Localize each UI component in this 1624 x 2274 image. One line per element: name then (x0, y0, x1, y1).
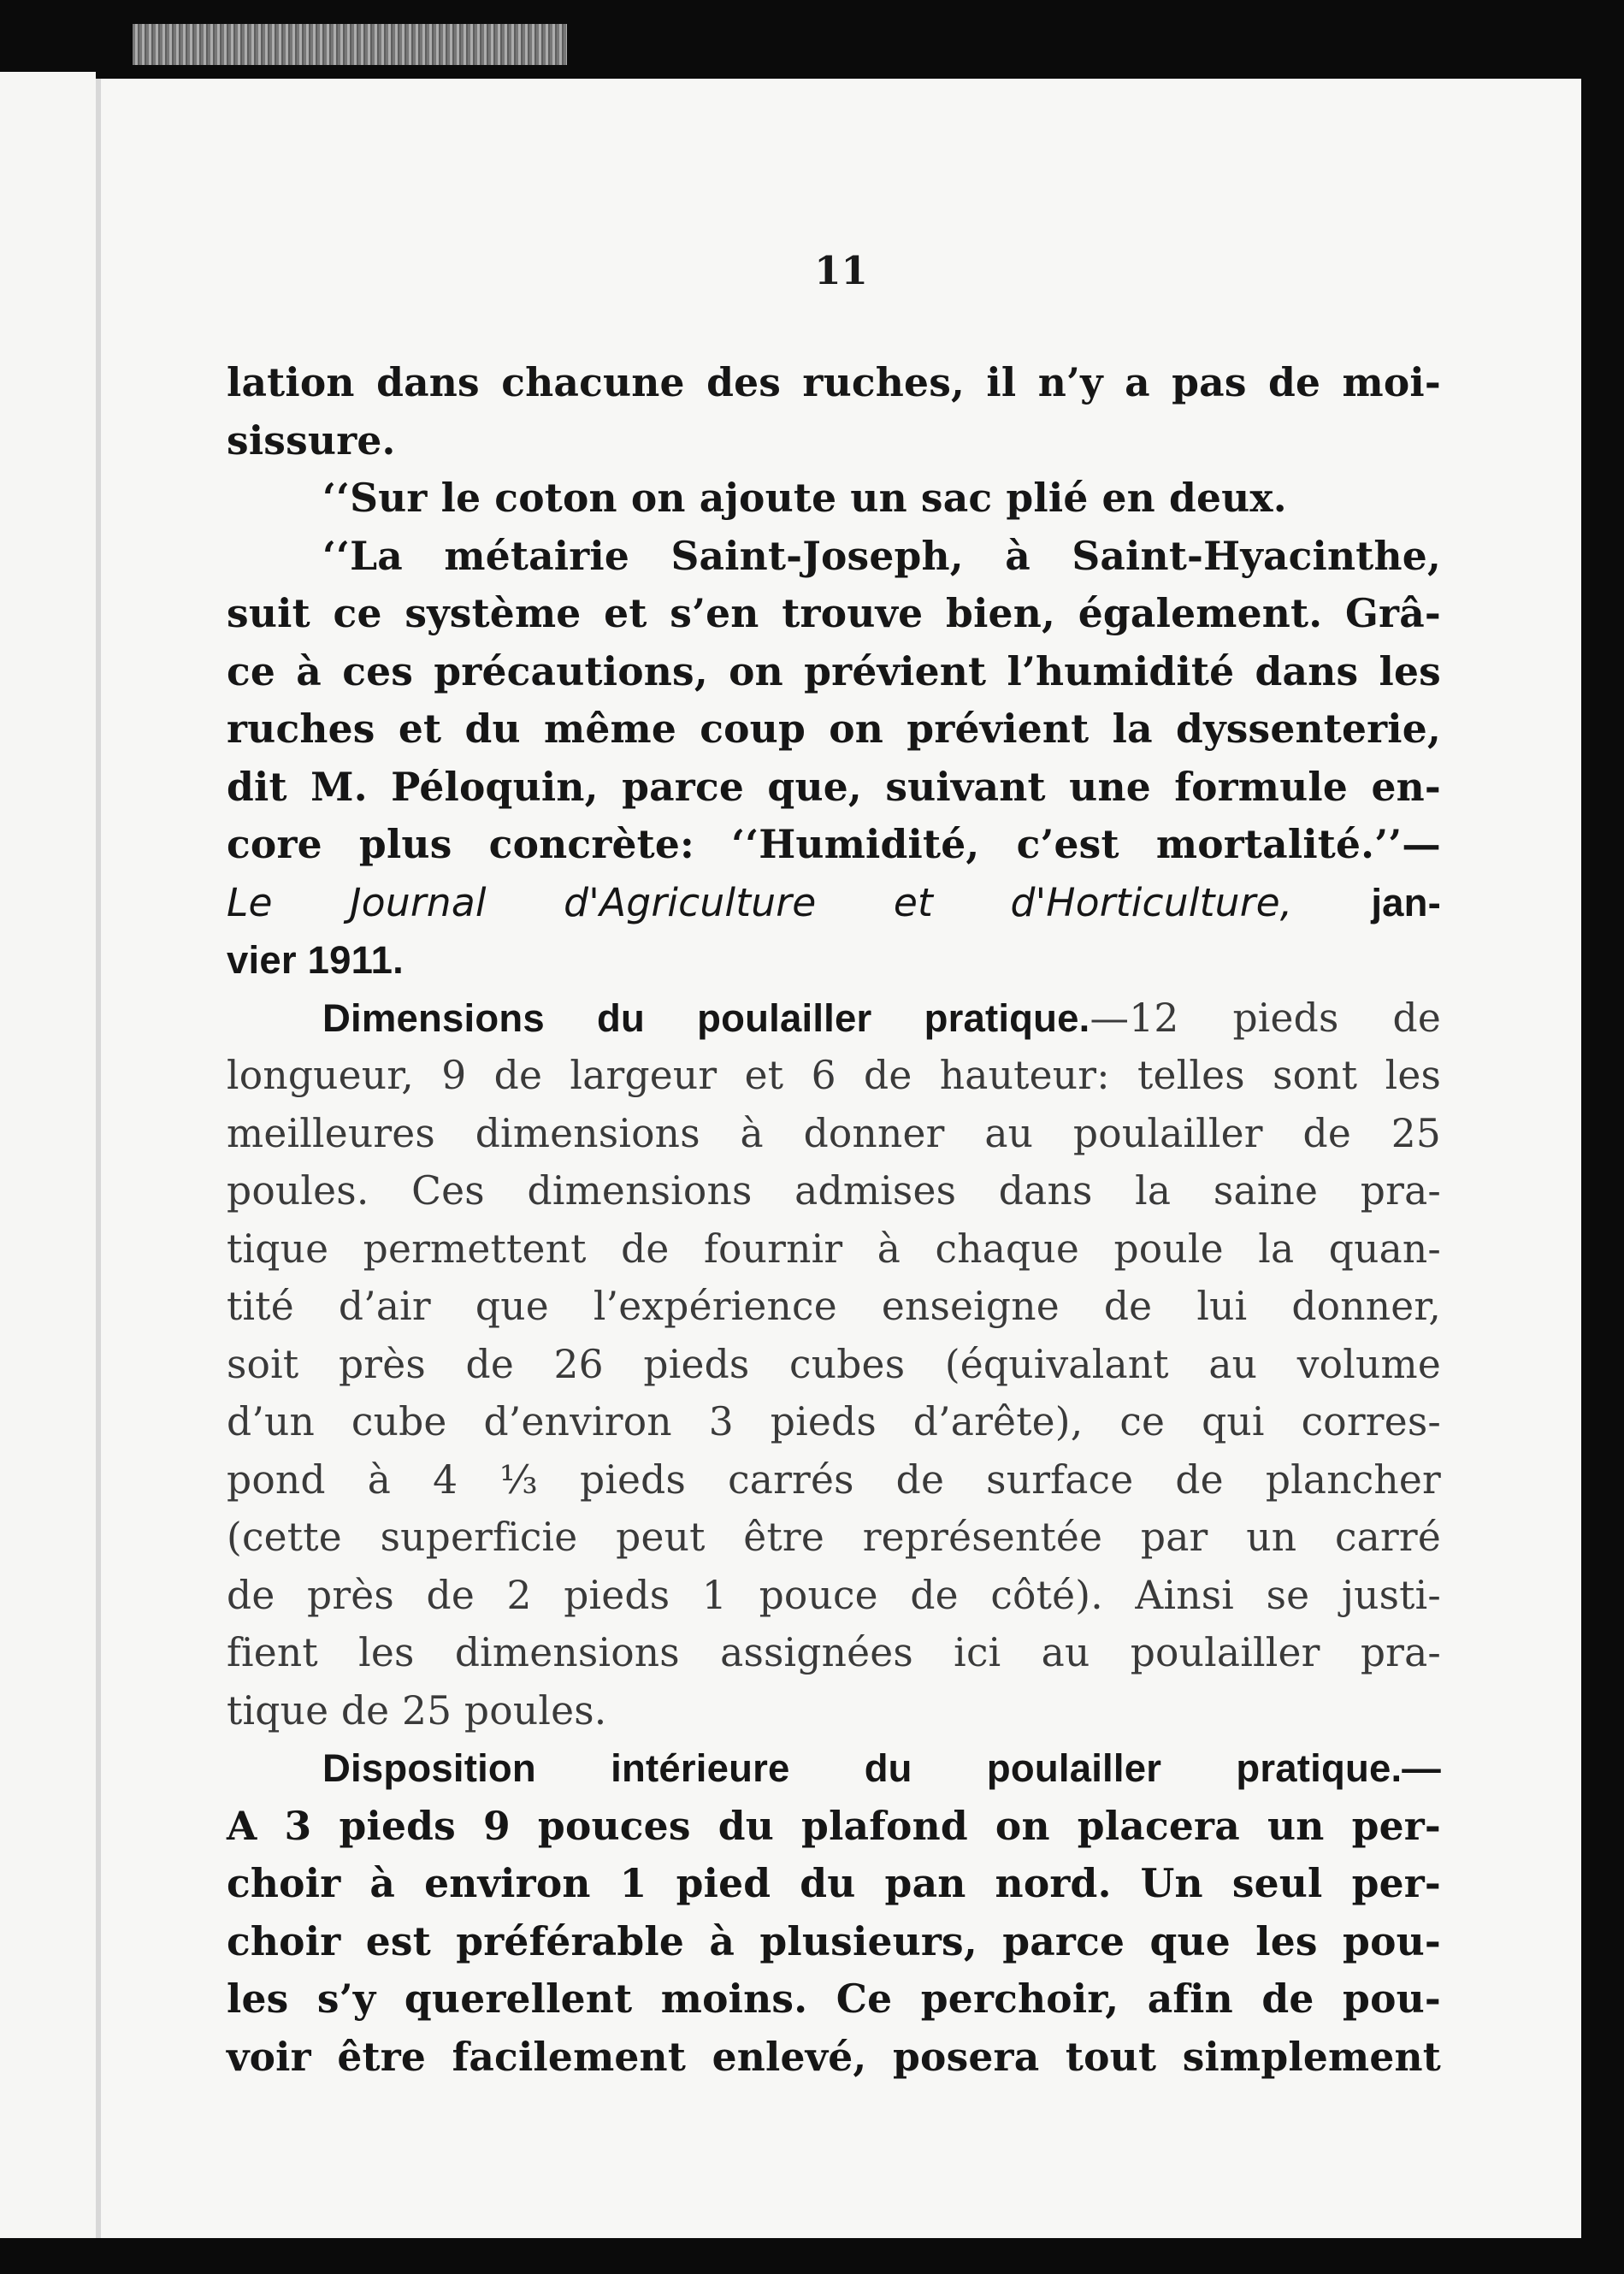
text-line: sissure. (227, 416, 396, 464)
text-line: choir à environ 1 pied du pan nord. Un seul per- (227, 1860, 1441, 1906)
citation-line (227, 874, 1441, 932)
journal-title: Le Journal d'Agriculture et d'Horticulture, (227, 879, 1293, 925)
scan-edge-strip (133, 24, 567, 65)
text-line: meilleures dimensions à donner au poulailler de 25 (227, 1110, 1441, 1156)
text-line: d’un cube d’environ 3 pieds d’arête), ce qui corres- (227, 1399, 1441, 1444)
text-line: tité d’air que l’expérience enseigne de lui donner, (227, 1284, 1441, 1329)
text-line: voir être facilement enlevé, posera tout simplement (227, 2033, 1441, 2080)
citation-date-start: jan- (1371, 880, 1442, 924)
text-line: tique permettent de fournir à chaque poule la quan- (227, 1226, 1441, 1272)
book-page (96, 79, 1581, 2238)
text-line: A 3 pieds 9 pouces du plafond on placera un per- (227, 1802, 1441, 1849)
text-line: (cette superficie peut être représentée par un carré (227, 1515, 1441, 1560)
text-line: suit ce système et s’en trouve bien, également. Grâ- (227, 590, 1441, 636)
text-line: choir est préférable à plusieurs, parce que les pou- (227, 1917, 1441, 1964)
text-line: fient les dimensions assignées ici au poulailler pra- (227, 1630, 1441, 1675)
adjacent-page-edge (0, 72, 96, 2238)
text-line: core plus concrète: ‘‘Humidité, c’est mortalité.’’— (227, 821, 1441, 867)
text-line: ‘‘Sur le coton on ajoute un sac plié en deux. (322, 475, 1287, 521)
text-line: ruches et du même coup on prévient la dyssenterie, (227, 706, 1441, 752)
text-line: ‘‘La métairie Saint-Joseph, à Saint-Hyacinthe, (322, 532, 1441, 579)
citation-date-end: vier 1911. (227, 938, 404, 982)
text-line: les s’y querellent moins. Ce perchoir, afin de pou- (227, 1976, 1441, 2022)
text-line: de près de 2 pieds 1 pouce de côté). Ainsi se justi- (227, 1572, 1441, 1618)
text-line: poules. Ces dimensions admises dans la saine pra- (227, 1168, 1441, 1214)
text-line: longueur, 9 de largeur et 6 de hauteur: telles sont les (227, 1053, 1441, 1098)
text-line: pond à 4 ¹⁄₃ pieds carrés de surface de plancher (227, 1456, 1441, 1503)
text-line: lation dans chacune des ruches, il n’y a pas de moi- (227, 359, 1441, 405)
text-line: tique de 25 poules. (227, 1687, 607, 1734)
page-number: 11 (814, 248, 868, 293)
section-heading-dimensions: Dimensions du poulailler pratique. (322, 995, 1090, 1040)
text-line: dit M. Péloquin, parce que, suivant une formule en- (227, 763, 1441, 810)
section-heading-line (227, 989, 1441, 1048)
text-fragment: —12 pieds de (1090, 995, 1441, 1041)
text-line: soit près de 26 pieds cubes (équivalant au volume (227, 1341, 1441, 1387)
section-heading-disposition: Disposition intérieure du poulailler pratique.— (322, 1746, 1441, 1790)
page-body (227, 354, 1441, 2086)
text-line: ce à ces précautions, on prévient l’humidité dans les (227, 647, 1441, 694)
